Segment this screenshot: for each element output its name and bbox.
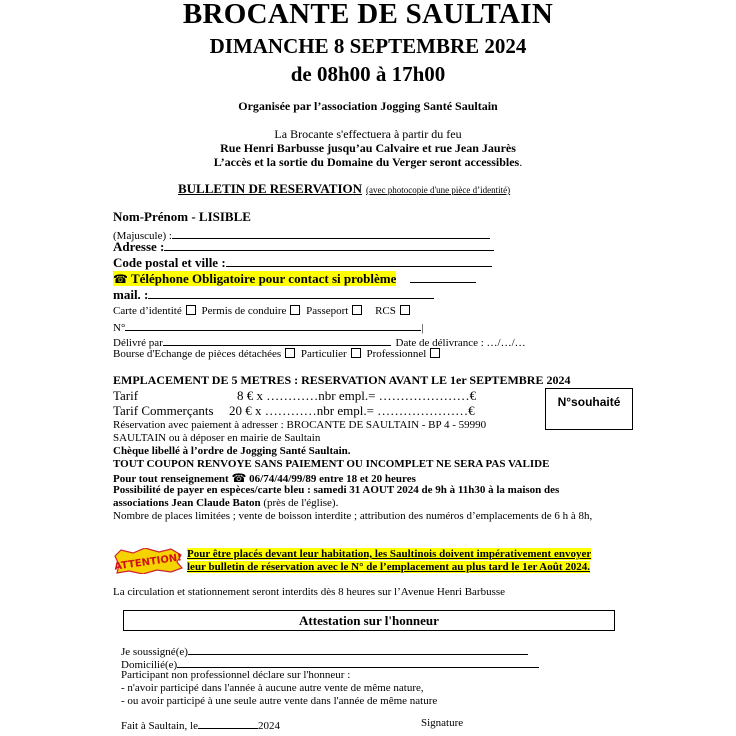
attention-badge-icon: [113, 548, 183, 574]
tarif-row: [113, 388, 476, 404]
numero-souhaite-box[interactable]: [545, 388, 633, 430]
rcs-checkbox[interactable]: [400, 305, 410, 315]
id-options-row: [113, 305, 413, 317]
delivre-row[interactable]: [113, 334, 526, 349]
bulletin-title: BULLETIN DE RESERVATION: [178, 181, 363, 196]
cheque-note: Chèque libellé à l’ordre de Jogging Santé Saultain.: [113, 445, 351, 457]
tarif-com-row: [113, 403, 475, 419]
id-option-carte: Carte d’identité: [113, 305, 182, 317]
renseignement-row: [113, 471, 416, 485]
phone-field[interactable]: [410, 271, 476, 283]
phone-row[interactable]: [113, 271, 476, 287]
tarif-com-label: Tarif Commerçants: [113, 403, 214, 418]
mail-row[interactable]: [113, 287, 434, 303]
id-option-rcs: RCS: [375, 305, 396, 317]
attestation-title: Attestation sur l'honneur: [123, 610, 615, 631]
tarif-line: 8 € x …………nbr empl.= …………………€: [237, 388, 477, 403]
carte-checkbox[interactable]: [186, 305, 196, 315]
date-field[interactable]: [198, 717, 258, 729]
nom-field[interactable]: [172, 227, 490, 239]
bourse-particulier: Particulier: [300, 348, 347, 360]
point-1: - n'avoir participé dans l'année à aucune autre vente de même nature,: [121, 682, 424, 694]
numero-field[interactable]: [125, 319, 421, 331]
location-intro: La Brocante s'effectuera à partir du feu: [274, 127, 462, 141]
numero-label: N°: [113, 322, 126, 334]
delivre-field[interactable]: [163, 334, 391, 346]
organizer: Organisée par l’association Jogging Santé Saultain: [238, 99, 498, 113]
mail-field[interactable]: [148, 287, 434, 299]
emplacement-title: EMPLACEMENT DE 5 METRES : RESERVATION AVANT LE 1er SEPTEMBRE 2024: [113, 373, 571, 387]
event-title: BROCANTE DE SAULTAIN: [182, 0, 554, 30]
fait-year: 2024: [257, 720, 280, 732]
nom-label: Nom-Prénom - LISIBLE: [113, 209, 251, 224]
fait-label: Fait à Saultain, le: [121, 720, 198, 732]
signature-label: Signature: [421, 717, 464, 729]
soussigne-label: Je soussigné(e): [121, 646, 188, 658]
reservation-address-2: SAULTAIN ou à déposer en mairie de Saultain: [113, 432, 321, 444]
event-date: DIMANCHE 8 SEPTEMBRE 2024: [209, 34, 527, 58]
attention-line-2: [187, 561, 590, 573]
bulletin-header: [178, 180, 510, 198]
cp-field[interactable]: [226, 255, 492, 267]
id-option-passeport: Passeport: [306, 305, 349, 317]
bulletin-note: (avec photocopie d'une pièce d’identité): [366, 185, 511, 195]
renseignement-phone: 06/74/44/99/89 entre 18 et 20 heures: [249, 473, 416, 485]
location-access-line: L’accès et la sortie du Domaine du Verger seront accessibles.: [213, 155, 523, 169]
cp-label: Code postal et ville :: [113, 255, 226, 270]
mail-label: mail. :: [113, 287, 149, 302]
soussigne-field[interactable]: [188, 643, 528, 655]
numero-row[interactable]: N° |: [113, 319, 424, 334]
warning-note: TOUT COUPON RENVOYE SANS PAIEMENT OU INCOMPLET NE SERA PAS VALIDE: [113, 458, 550, 470]
cp-row[interactable]: [113, 255, 492, 271]
attention-text-2: leur bulletin de réservation avec le N° de l’emplacement au plus tard le 1er Août 2024.: [187, 561, 591, 573]
circulation-note: La circulation et stationnement seront interdits dès 8 heures sur l’Avenue Henri Barbusse: [113, 586, 506, 598]
attention-line-1: [187, 548, 591, 560]
paiement-place-note: (près de l'église).: [263, 497, 339, 509]
phone-highlight: [113, 271, 396, 286]
particulier-checkbox[interactable]: [351, 348, 361, 358]
domicilie-label: Domicilié(e): [121, 659, 178, 671]
tarif-label: Tarif: [113, 388, 139, 403]
fait-row[interactable]: [121, 717, 280, 732]
delivre-label: Délivré par: [113, 337, 163, 349]
passeport-checkbox[interactable]: [352, 305, 362, 315]
phone-label: Téléphone Obligatoire pour contact si problème: [130, 271, 397, 286]
bourse-row: [113, 348, 443, 360]
adresse-row[interactable]: [113, 239, 494, 255]
limites-note: Nombre de places limitées ; vente de boisson interdite ; attribution des numéros d’emplacements de 6 h à 8h,: [113, 510, 593, 522]
location-access: L’accès et la sortie du Domaine du Verger seront accessibles: [213, 155, 520, 169]
reservation-address: Réservation avec paiement à adresser : BROCANTE DE SAULTAIN - BP 4 - 59990: [113, 419, 487, 431]
permis-checkbox[interactable]: [290, 305, 300, 315]
domicilie-field[interactable]: [177, 656, 539, 668]
attention-text-1: Pour être placés devant leur habitation, les Saultinois doivent impérativement envoyer: [187, 548, 592, 560]
date-delivrance-label: Date de délivrance : …/…/…: [395, 337, 526, 349]
numero-souhaite-label: N°souhaité: [557, 395, 621, 409]
event-hours: de 08h00 à 17h00: [290, 62, 446, 86]
paiement-line-1: Possibilité de payer en espèces/carte bleu : samedi 31 AOUT 2024 de 9h à 11h30 à la maison des: [113, 484, 560, 496]
attention-badge-text: ATTENTION!: [113, 552, 183, 573]
tarif-com-line: 20 € x …………nbr empl.= …………………€: [229, 403, 475, 418]
declare-line: Participant non professionnel déclare sur l'honneur :: [121, 669, 351, 681]
adresse-label: Adresse :: [113, 239, 165, 254]
paiement-place: associations Jean Claude Baton: [113, 497, 261, 509]
paiement-line-2: [113, 497, 338, 509]
point-2: - ou avoir participé à une seule autre vente dans l'année de même nature: [121, 695, 438, 707]
bourse-checkbox[interactable]: [285, 348, 295, 358]
location-streets: Rue Henri Barbusse jusqu’au Calvaire et rue Jean Jaurès: [220, 141, 516, 155]
majuscule-label: (Majuscule) :: [113, 230, 172, 242]
adresse-field[interactable]: [164, 239, 494, 251]
bourse-label: Bourse d'Echange de pièces détachées: [113, 348, 282, 360]
professionnel-checkbox[interactable]: [430, 348, 440, 358]
id-option-permis: Permis de conduire: [201, 305, 287, 317]
bourse-professionnel: Professionnel: [366, 348, 427, 360]
phone-icon: ☎: [231, 471, 247, 485]
phone-icon: ☎: [113, 272, 128, 286]
renseignement-label: Pour tout renseignement: [113, 473, 229, 485]
